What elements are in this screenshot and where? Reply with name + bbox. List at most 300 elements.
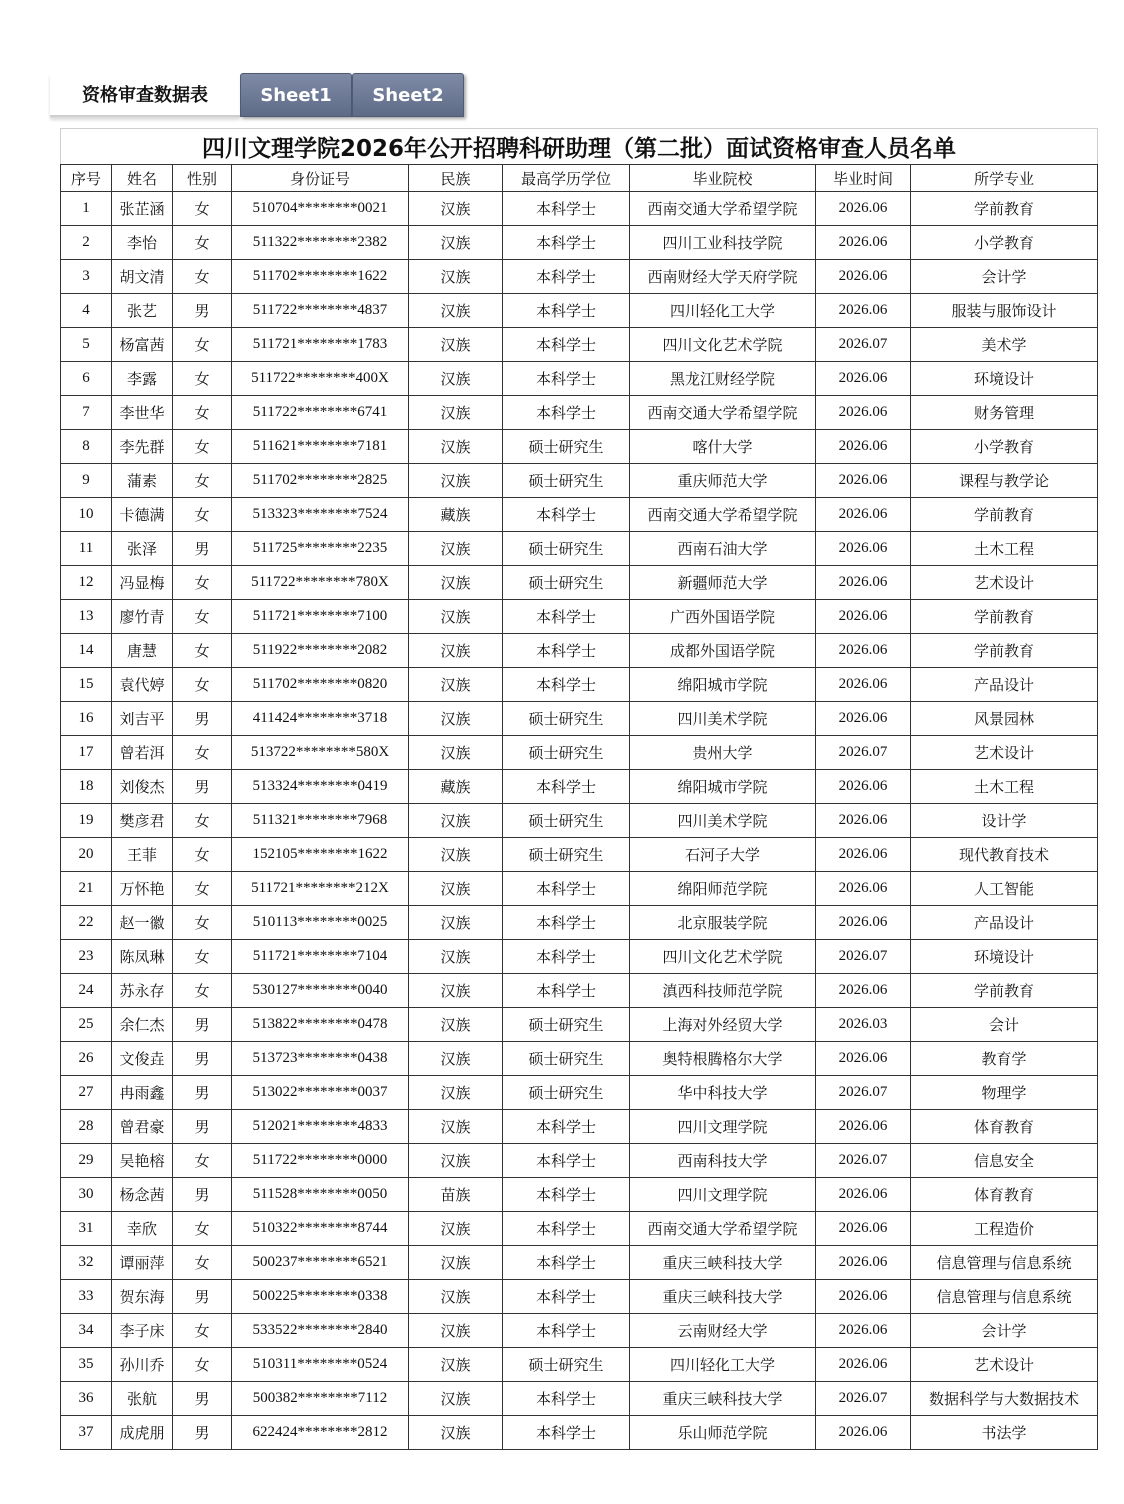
cell-id-number: 513722********580X <box>232 736 409 770</box>
cell-grad-date: 2026.06 <box>816 974 911 1008</box>
cell-school: 华中科技大学 <box>630 1076 816 1110</box>
cell-major: 信息安全 <box>911 1144 1098 1178</box>
cell-id-number: 511722********6741 <box>232 396 409 430</box>
cell-school: 西南交通大学希望学院 <box>630 192 816 226</box>
cell-gender: 男 <box>173 1008 232 1042</box>
cell-name: 王菲 <box>112 838 173 872</box>
cell-seq: 13 <box>61 600 112 634</box>
cell-name: 张泽 <box>112 532 173 566</box>
cell-school: 石河子大学 <box>630 838 816 872</box>
table-row <box>61 498 1098 532</box>
cell-id-number: 513324********0419 <box>232 770 409 804</box>
cell-ethnicity: 汉族 <box>409 1110 503 1144</box>
cell-name: 万怀艳 <box>112 872 173 906</box>
cell-major: 现代教育技术 <box>911 838 1098 872</box>
cell-degree: 本科学士 <box>503 634 630 668</box>
cell-degree: 硕士研究生 <box>503 1348 630 1382</box>
cell-degree: 本科学士 <box>503 260 630 294</box>
cell-ethnicity: 汉族 <box>409 872 503 906</box>
cell-seq: 32 <box>61 1246 112 1280</box>
table-row <box>61 1348 1098 1382</box>
table-row <box>61 1212 1098 1246</box>
cell-gender: 女 <box>173 226 232 260</box>
cell-degree: 本科学士 <box>503 1280 630 1314</box>
cell-major: 书法学 <box>911 1416 1098 1450</box>
cell-gender: 男 <box>173 1042 232 1076</box>
cell-gender: 女 <box>173 872 232 906</box>
cell-id-number: 512021********4833 <box>232 1110 409 1144</box>
cell-grad-date: 2026.06 <box>816 702 911 736</box>
cell-name: 陈凤琳 <box>112 940 173 974</box>
table-row <box>61 940 1098 974</box>
cell-grad-date: 2026.06 <box>816 906 911 940</box>
cell-name: 李怡 <box>112 226 173 260</box>
cell-ethnicity: 汉族 <box>409 294 503 328</box>
cell-grad-date: 2026.06 <box>816 770 911 804</box>
cell-gender: 女 <box>173 838 232 872</box>
tab-qualification-table[interactable]: 资格审查数据表 <box>50 73 240 117</box>
cell-degree: 本科学士 <box>503 770 630 804</box>
cell-school: 四川轻化工大学 <box>630 294 816 328</box>
cell-school: 四川工业科技学院 <box>630 226 816 260</box>
cell-seq: 23 <box>61 940 112 974</box>
cell-major: 土木工程 <box>911 770 1098 804</box>
cell-grad-date: 2026.06 <box>816 226 911 260</box>
cell-school: 四川美术学院 <box>630 804 816 838</box>
cell-grad-date: 2026.06 <box>816 668 911 702</box>
cell-gender: 女 <box>173 328 232 362</box>
cell-grad-date: 2026.06 <box>816 600 911 634</box>
table-row <box>61 260 1098 294</box>
cell-gender: 女 <box>173 1246 232 1280</box>
cell-id-number: 511722********780X <box>232 566 409 600</box>
cell-seq: 9 <box>61 464 112 498</box>
cell-seq: 17 <box>61 736 112 770</box>
cell-degree: 本科学士 <box>503 974 630 1008</box>
cell-id-number: 510113********0025 <box>232 906 409 940</box>
cell-name: 杨念茜 <box>112 1178 173 1212</box>
cell-seq: 15 <box>61 668 112 702</box>
cell-major: 服装与服饰设计 <box>911 294 1098 328</box>
header-name: 姓名 <box>112 165 173 192</box>
cell-name: 李子床 <box>112 1314 173 1348</box>
cell-major: 艺术设计 <box>911 736 1098 770</box>
cell-gender: 男 <box>173 770 232 804</box>
cell-grad-date: 2026.06 <box>816 1348 911 1382</box>
cell-major: 物理学 <box>911 1076 1098 1110</box>
cell-ethnicity: 汉族 <box>409 192 503 226</box>
cell-ethnicity: 汉族 <box>409 1416 503 1450</box>
cell-gender: 女 <box>173 1314 232 1348</box>
cell-school: 喀什大学 <box>630 430 816 464</box>
cell-seq: 2 <box>61 226 112 260</box>
cell-grad-date: 2026.06 <box>816 1416 911 1450</box>
table-row <box>61 430 1098 464</box>
cell-ethnicity: 汉族 <box>409 906 503 940</box>
cell-id-number: 511722********0000 <box>232 1144 409 1178</box>
cell-id-number: 533522********2840 <box>232 1314 409 1348</box>
cell-id-number: 513723********0438 <box>232 1042 409 1076</box>
cell-major: 信息管理与信息系统 <box>911 1246 1098 1280</box>
cell-ethnicity: 汉族 <box>409 532 503 566</box>
cell-degree: 本科学士 <box>503 906 630 940</box>
table-row <box>61 192 1098 226</box>
cell-degree: 本科学士 <box>503 328 630 362</box>
cell-ethnicity: 汉族 <box>409 668 503 702</box>
cell-ethnicity: 汉族 <box>409 1042 503 1076</box>
cell-seq: 33 <box>61 1280 112 1314</box>
table-row <box>61 1110 1098 1144</box>
cell-id-number: 152105********1622 <box>232 838 409 872</box>
cell-seq: 1 <box>61 192 112 226</box>
cell-seq: 20 <box>61 838 112 872</box>
cell-name: 孙川乔 <box>112 1348 173 1382</box>
cell-gender: 女 <box>173 1212 232 1246</box>
cell-major: 美术学 <box>911 328 1098 362</box>
cell-gender: 女 <box>173 940 232 974</box>
cell-grad-date: 2026.06 <box>816 464 911 498</box>
cell-name: 樊彦君 <box>112 804 173 838</box>
cell-major: 艺术设计 <box>911 1348 1098 1382</box>
cell-seq: 5 <box>61 328 112 362</box>
cell-school: 新疆师范大学 <box>630 566 816 600</box>
cell-degree: 硕士研究生 <box>503 430 630 464</box>
header-seq: 序号 <box>61 165 112 192</box>
cell-school: 广西外国语学院 <box>630 600 816 634</box>
cell-seq: 34 <box>61 1314 112 1348</box>
cell-name: 李露 <box>112 362 173 396</box>
cell-degree: 本科学士 <box>503 940 630 974</box>
cell-ethnicity: 汉族 <box>409 464 503 498</box>
table-row <box>61 566 1098 600</box>
table-row <box>61 362 1098 396</box>
cell-degree: 硕士研究生 <box>503 464 630 498</box>
cell-degree: 硕士研究生 <box>503 702 630 736</box>
cell-school: 四川轻化工大学 <box>630 1348 816 1382</box>
cell-gender: 男 <box>173 1178 232 1212</box>
cell-gender: 女 <box>173 974 232 1008</box>
cell-school: 重庆三峡科技大学 <box>630 1280 816 1314</box>
cell-id-number: 500382********7112 <box>232 1382 409 1416</box>
cell-gender: 女 <box>173 600 232 634</box>
cell-grad-date: 2026.06 <box>816 634 911 668</box>
cell-seq: 14 <box>61 634 112 668</box>
cell-seq: 3 <box>61 260 112 294</box>
cell-grad-date: 2026.07 <box>816 1076 911 1110</box>
cell-name: 刘俊杰 <box>112 770 173 804</box>
cell-school: 黑龙江财经学院 <box>630 362 816 396</box>
cell-grad-date: 2026.06 <box>816 532 911 566</box>
cell-name: 曾若洱 <box>112 736 173 770</box>
cell-ethnicity: 汉族 <box>409 226 503 260</box>
cell-school: 西南石油大学 <box>630 532 816 566</box>
cell-gender: 女 <box>173 430 232 464</box>
cell-ethnicity: 汉族 <box>409 974 503 1008</box>
cell-grad-date: 2026.06 <box>816 1246 911 1280</box>
cell-id-number: 622424********2812 <box>232 1416 409 1450</box>
cell-name: 曾君豪 <box>112 1110 173 1144</box>
cell-seq: 8 <box>61 430 112 464</box>
cell-grad-date: 2026.06 <box>816 1280 911 1314</box>
cell-degree: 本科学士 <box>503 1212 630 1246</box>
cell-degree: 硕士研究生 <box>503 1008 630 1042</box>
cell-name: 赵一徽 <box>112 906 173 940</box>
cell-gender: 男 <box>173 294 232 328</box>
cell-id-number: 511721********7104 <box>232 940 409 974</box>
cell-grad-date: 2026.07 <box>816 736 911 770</box>
table-body <box>61 192 1098 1450</box>
header-id-number: 身份证号 <box>232 165 409 192</box>
table-row <box>61 702 1098 736</box>
cell-grad-date: 2026.06 <box>816 396 911 430</box>
table-row <box>61 1178 1098 1212</box>
cell-ethnicity: 汉族 <box>409 396 503 430</box>
table-row <box>61 328 1098 362</box>
table-row <box>61 294 1098 328</box>
cell-id-number: 411424********3718 <box>232 702 409 736</box>
cell-grad-date: 2026.06 <box>816 1110 911 1144</box>
cell-name: 杨富茜 <box>112 328 173 362</box>
cell-major: 设计学 <box>911 804 1098 838</box>
cell-ethnicity: 汉族 <box>409 362 503 396</box>
cell-id-number: 511322********2382 <box>232 226 409 260</box>
cell-seq: 6 <box>61 362 112 396</box>
cell-id-number: 500225********0338 <box>232 1280 409 1314</box>
cell-seq: 37 <box>61 1416 112 1450</box>
cell-name: 苏永存 <box>112 974 173 1008</box>
cell-major: 教育学 <box>911 1042 1098 1076</box>
cell-major: 信息管理与信息系统 <box>911 1280 1098 1314</box>
cell-id-number: 511722********400X <box>232 362 409 396</box>
cell-major: 会计学 <box>911 1314 1098 1348</box>
cell-major: 土木工程 <box>911 532 1098 566</box>
sheet-tab-bar <box>50 73 470 117</box>
tab-sheet2[interactable]: Sheet2 <box>352 73 464 117</box>
cell-degree: 本科学士 <box>503 872 630 906</box>
cell-school: 滇西科技师范学院 <box>630 974 816 1008</box>
cell-degree: 本科学士 <box>503 1416 630 1450</box>
cell-seq: 7 <box>61 396 112 430</box>
cell-school: 重庆三峡科技大学 <box>630 1382 816 1416</box>
cell-major: 数据科学与大数据技术 <box>911 1382 1098 1416</box>
cell-ethnicity: 汉族 <box>409 804 503 838</box>
cell-id-number: 511721********1783 <box>232 328 409 362</box>
table-row <box>61 1042 1098 1076</box>
cell-id-number: 511702********0820 <box>232 668 409 702</box>
cell-name: 卡德满 <box>112 498 173 532</box>
table-row <box>61 668 1098 702</box>
cell-major: 体育教育 <box>911 1178 1098 1212</box>
cell-ethnicity: 汉族 <box>409 1314 503 1348</box>
cell-gender: 女 <box>173 1144 232 1178</box>
cell-grad-date: 2026.07 <box>816 1144 911 1178</box>
cell-ethnicity: 藏族 <box>409 498 503 532</box>
cell-degree: 本科学士 <box>503 226 630 260</box>
cell-gender: 女 <box>173 566 232 600</box>
cell-id-number: 513022********0037 <box>232 1076 409 1110</box>
cell-major: 学前教育 <box>911 974 1098 1008</box>
cell-grad-date: 2026.07 <box>816 1382 911 1416</box>
cell-major: 艺术设计 <box>911 566 1098 600</box>
cell-grad-date: 2026.06 <box>816 1042 911 1076</box>
table-row <box>61 600 1098 634</box>
cell-name: 张艺 <box>112 294 173 328</box>
cell-ethnicity: 汉族 <box>409 1246 503 1280</box>
table-row <box>61 906 1098 940</box>
cell-major: 风景园林 <box>911 702 1098 736</box>
cell-degree: 硕士研究生 <box>503 736 630 770</box>
cell-ethnicity: 汉族 <box>409 1076 503 1110</box>
cell-grad-date: 2026.06 <box>816 1178 911 1212</box>
cell-grad-date: 2026.06 <box>816 804 911 838</box>
cell-name: 冉雨鑫 <box>112 1076 173 1110</box>
cell-name: 廖竹青 <box>112 600 173 634</box>
cell-name: 胡文清 <box>112 260 173 294</box>
cell-id-number: 511702********2825 <box>232 464 409 498</box>
tab-sheet1[interactable]: Sheet1 <box>240 73 352 117</box>
cell-school: 奥特根腾格尔大学 <box>630 1042 816 1076</box>
table-row <box>61 1382 1098 1416</box>
header-grad-date: 毕业时间 <box>816 165 911 192</box>
table-row <box>61 1008 1098 1042</box>
cell-degree: 硕士研究生 <box>503 532 630 566</box>
cell-seq: 36 <box>61 1382 112 1416</box>
cell-id-number: 511922********2082 <box>232 634 409 668</box>
cell-degree: 本科学士 <box>503 1246 630 1280</box>
cell-seq: 25 <box>61 1008 112 1042</box>
cell-major: 小学教育 <box>911 430 1098 464</box>
cell-id-number: 511321********7968 <box>232 804 409 838</box>
table-row <box>61 1314 1098 1348</box>
cell-ethnicity: 汉族 <box>409 702 503 736</box>
cell-gender: 女 <box>173 464 232 498</box>
cell-ethnicity: 汉族 <box>409 838 503 872</box>
cell-gender: 女 <box>173 906 232 940</box>
cell-name: 张芷涵 <box>112 192 173 226</box>
cell-major: 学前教育 <box>911 192 1098 226</box>
cell-school: 绵阳师范学院 <box>630 872 816 906</box>
cell-grad-date: 2026.06 <box>816 872 911 906</box>
cell-id-number: 511528********0050 <box>232 1178 409 1212</box>
cell-major: 工程造价 <box>911 1212 1098 1246</box>
cell-gender: 女 <box>173 260 232 294</box>
cell-degree: 硕士研究生 <box>503 1076 630 1110</box>
cell-gender: 女 <box>173 396 232 430</box>
cell-ethnicity: 汉族 <box>409 566 503 600</box>
table-row <box>61 872 1098 906</box>
header-major: 所学专业 <box>911 165 1098 192</box>
cell-degree: 硕士研究生 <box>503 804 630 838</box>
cell-ethnicity: 汉族 <box>409 1280 503 1314</box>
cell-major: 环境设计 <box>911 940 1098 974</box>
cell-degree: 本科学士 <box>503 600 630 634</box>
cell-gender: 男 <box>173 1076 232 1110</box>
cell-seq: 19 <box>61 804 112 838</box>
cell-grad-date: 2026.06 <box>816 260 911 294</box>
cell-name: 成虎朋 <box>112 1416 173 1450</box>
cell-major: 会计学 <box>911 260 1098 294</box>
cell-school: 四川文理学院 <box>630 1110 816 1144</box>
table-row <box>61 838 1098 872</box>
cell-gender: 男 <box>173 1110 232 1144</box>
cell-school: 上海对外经贸大学 <box>630 1008 816 1042</box>
cell-gender: 女 <box>173 668 232 702</box>
cell-degree: 本科学士 <box>503 668 630 702</box>
cell-seq: 27 <box>61 1076 112 1110</box>
cell-school: 北京服装学院 <box>630 906 816 940</box>
cell-degree: 本科学士 <box>503 192 630 226</box>
cell-grad-date: 2026.06 <box>816 430 911 464</box>
cell-ethnicity: 苗族 <box>409 1178 503 1212</box>
cell-name: 谭丽萍 <box>112 1246 173 1280</box>
cell-name: 张航 <box>112 1382 173 1416</box>
cell-gender: 女 <box>173 736 232 770</box>
cell-major: 小学教育 <box>911 226 1098 260</box>
cell-major: 课程与教学论 <box>911 464 1098 498</box>
cell-seq: 4 <box>61 294 112 328</box>
cell-degree: 硕士研究生 <box>503 566 630 600</box>
cell-major: 学前教育 <box>911 634 1098 668</box>
cell-ethnicity: 汉族 <box>409 600 503 634</box>
cell-seq: 24 <box>61 974 112 1008</box>
cell-ethnicity: 汉族 <box>409 1008 503 1042</box>
cell-id-number: 511721********7100 <box>232 600 409 634</box>
cell-grad-date: 2026.06 <box>816 1314 911 1348</box>
cell-school: 重庆三峡科技大学 <box>630 1246 816 1280</box>
cell-ethnicity: 藏族 <box>409 770 503 804</box>
cell-gender: 女 <box>173 634 232 668</box>
cell-grad-date: 2026.06 <box>816 362 911 396</box>
cell-school: 西南科技大学 <box>630 1144 816 1178</box>
table-row <box>61 634 1098 668</box>
cell-major: 体育教育 <box>911 1110 1098 1144</box>
table-row <box>61 226 1098 260</box>
table-row <box>61 1280 1098 1314</box>
cell-grad-date: 2026.06 <box>816 192 911 226</box>
table-row <box>61 804 1098 838</box>
cell-gender: 男 <box>173 1280 232 1314</box>
cell-school: 西南交通大学希望学院 <box>630 498 816 532</box>
cell-degree: 本科学士 <box>503 1144 630 1178</box>
cell-grad-date: 2026.06 <box>816 498 911 532</box>
cell-ethnicity: 汉族 <box>409 634 503 668</box>
cell-gender: 男 <box>173 532 232 566</box>
cell-degree: 本科学士 <box>503 1314 630 1348</box>
cell-id-number: 510322********8744 <box>232 1212 409 1246</box>
cell-gender: 女 <box>173 804 232 838</box>
cell-seq: 30 <box>61 1178 112 1212</box>
header-degree: 最高学历学位 <box>503 165 630 192</box>
cell-degree: 本科学士 <box>503 1178 630 1212</box>
cell-school: 贵州大学 <box>630 736 816 770</box>
cell-seq: 12 <box>61 566 112 600</box>
cell-major: 产品设计 <box>911 668 1098 702</box>
cell-gender: 女 <box>173 498 232 532</box>
cell-id-number: 530127********0040 <box>232 974 409 1008</box>
header-ethnicity: 民族 <box>409 165 503 192</box>
cell-degree: 本科学士 <box>503 498 630 532</box>
cell-ethnicity: 汉族 <box>409 1144 503 1178</box>
table-row <box>61 1144 1098 1178</box>
cell-seq: 21 <box>61 872 112 906</box>
cell-id-number: 513822********0478 <box>232 1008 409 1042</box>
cell-degree: 本科学士 <box>503 362 630 396</box>
cell-school: 西南财经大学天府学院 <box>630 260 816 294</box>
table-row <box>61 1246 1098 1280</box>
table-row <box>61 396 1098 430</box>
cell-major: 财务管理 <box>911 396 1098 430</box>
cell-major: 产品设计 <box>911 906 1098 940</box>
